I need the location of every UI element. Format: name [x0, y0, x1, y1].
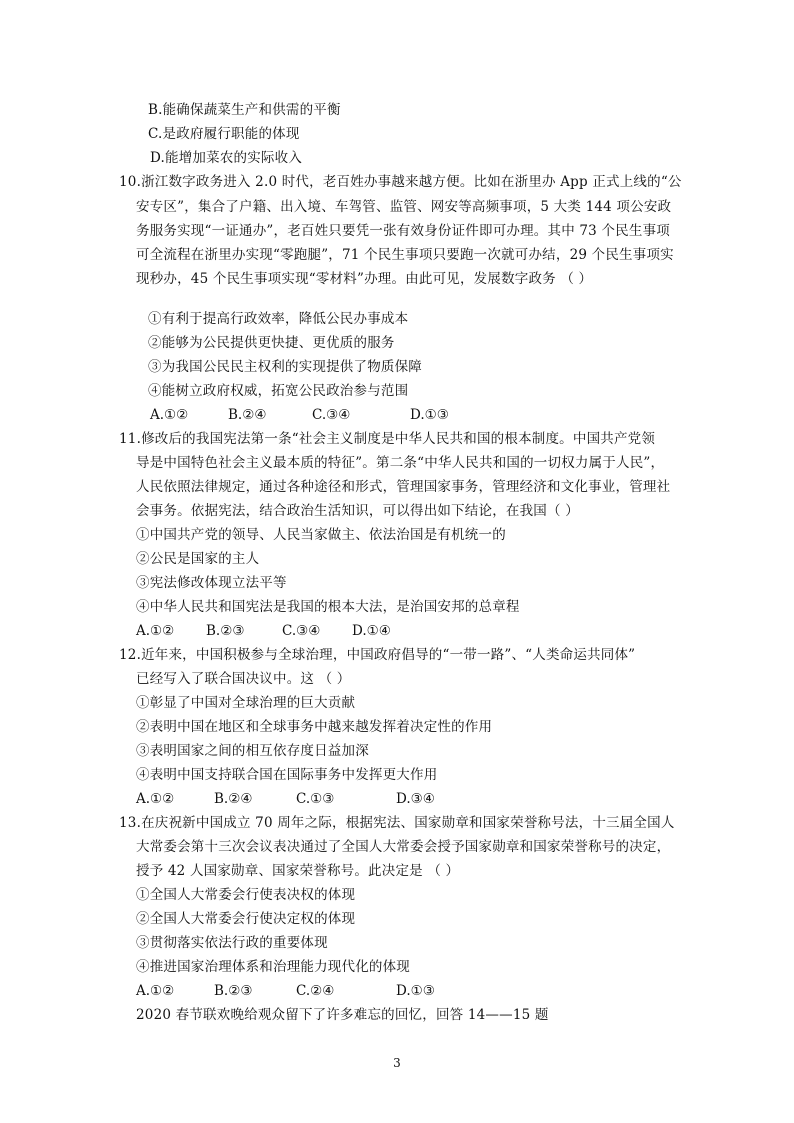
q12-options — [136, 790, 456, 808]
q10-item: ③为我国公民民主权利的实现提供了物质保障 — [148, 359, 422, 375]
q11-stem-line: 人民依照法律规定，通过各种途径和形式，管理国家事务，管理经济和文化事业，管理社 — [136, 479, 671, 495]
q10-option-c: C.③④ — [312, 407, 351, 423]
q10-stem-line: 可全流程在浙里办实现“零跑腿”，71 个民生事项只要跑一次就可办结，29 个民生事项实 — [136, 247, 674, 263]
q12-option-c: C.①③ — [296, 791, 335, 807]
q13-stem-line: 授予 42 人国家勋章、国家荣誉称号。此决定是 （ ） — [136, 863, 460, 879]
q9-option-c: C.是政府履行职能的体现 — [148, 126, 300, 142]
q10-stem-line: 务服务实现“一证通办”，老百姓只要凭一张有效身份证件即可办理。其中 73 个民生事项 — [136, 223, 670, 239]
q10-stem-line: 现秒办，45 个民生事项实现“零材料”办理。由此可见，发展数字政务 （ ） — [136, 271, 593, 287]
q12-option-a: A.①② — [136, 791, 175, 807]
q12-item: ①彰显了中国对全球治理的巨大贡献 — [136, 695, 356, 711]
q11-item: ①中国共产党的领导、人民当家做主、依法治国是有机统一的 — [136, 527, 506, 543]
q13-option-b: B.②③ — [214, 983, 253, 999]
q12-item: ②表明中国在地区和全球事务中越来越发挥着决定性的作用 — [136, 719, 493, 735]
q11-stem-line: 导是中国特色社会主义最本质的特征”。第二条“中华人民共和国的一切权力属于人民”， — [136, 455, 665, 471]
q12-stem-line: 12.近年来，中国积极参与全球治理，中国政府倡导的“一带一路”、“人类命运共同体” — [119, 647, 636, 663]
q11-option-b: B.②③ — [206, 623, 245, 639]
q13-item: ④推进国家治理体系和治理能力现代化的体现 — [136, 959, 410, 975]
q11-option-d: D.①④ — [352, 623, 391, 639]
q11-item: ③宪法修改体现立法平等 — [136, 575, 287, 591]
q13-item: ①全国人大常委会行使表决权的体现 — [136, 887, 356, 903]
q12-option-b: B.②④ — [214, 791, 253, 807]
q11-item: ②公民是国家的主人 — [136, 551, 260, 567]
q12-stem-line: 已经写入了联合国决议中。这 （ ） — [136, 671, 351, 687]
q12-item: ③表明国家之间的相互依存度日益加深 — [136, 743, 369, 759]
q13-item: ③贯彻落实依法行政的重要体现 — [136, 935, 328, 951]
q11-item: ④中华人民共和国宪法是我国的根本大法，是治国安邦的总章程 — [136, 599, 520, 615]
q12-option-d: D.③④ — [396, 791, 435, 807]
q13-options — [136, 982, 456, 1000]
q11-option-a: A.①② — [136, 623, 175, 639]
q9-option-b: B.能确保蔬菜生产和供需的平衡 — [148, 102, 341, 118]
q10-options — [148, 406, 468, 424]
q13-option-d: D.①③ — [396, 983, 435, 999]
q10-item: ①有利于提高行政效率，降低公民办事成本 — [148, 311, 409, 327]
q13-item: ②全国人大常委会行使决定权的体现 — [136, 911, 356, 927]
q12-item: ④表明中国支持联合国在国际事务中发挥更大作用 — [136, 767, 438, 783]
q13-option-a: A.①② — [136, 983, 175, 999]
q10-item: ④能树立政府权威，拓宽公民政治参与范围 — [148, 383, 409, 399]
q10-option-b: B.②④ — [228, 407, 267, 423]
q10-item: ②能够为公民提供更快捷、更优质的服务 — [148, 335, 395, 351]
q13-stem-line: 大常委会第十三次会议表决通过了全国人大常委会授予国家勋章和国家荣誉称号的决定， — [136, 839, 671, 855]
q11-options — [136, 622, 436, 640]
q10-option-a: A.①② — [150, 407, 189, 423]
q9-option-d: D.能增加菜农的实际收入 — [150, 150, 303, 166]
q10-stem-line: 10.浙江数字政务进入 2.0 时代，老百姓办事越来越方便。比如在浙里办 App 正式上线的“公 — [119, 174, 682, 190]
q13-stem-line: 13.在庆祝新中国成立 70 周年之际，根据宪法、国家勋章和国家荣誉称号法，十三届全国人 — [119, 815, 675, 831]
q11-stem-line: 11.修改后的我国宪法第一条“社会主义制度是中华人民共和国的根本制度。中国共产党领 — [119, 431, 656, 447]
intro-questions-14-15: 2020 春节联欢晚给观众留下了许多难忘的回忆，回答 14——15 题 — [136, 1007, 549, 1023]
q10-option-d: D.①③ — [410, 407, 449, 423]
q11-option-c: C.③④ — [282, 623, 321, 639]
q13-option-c: C.②④ — [296, 983, 335, 999]
q10-stem-line: 安专区”，集合了户籍、出入境、车驾管、监管、网安等高频事项，5 大类 144 项公安政 — [136, 199, 672, 215]
q11-stem-line: 会事务。依据宪法，结合政治生活知识，可以得出如下结论，在我国（ ） — [136, 503, 579, 519]
page-number: 3 — [393, 1056, 401, 1070]
